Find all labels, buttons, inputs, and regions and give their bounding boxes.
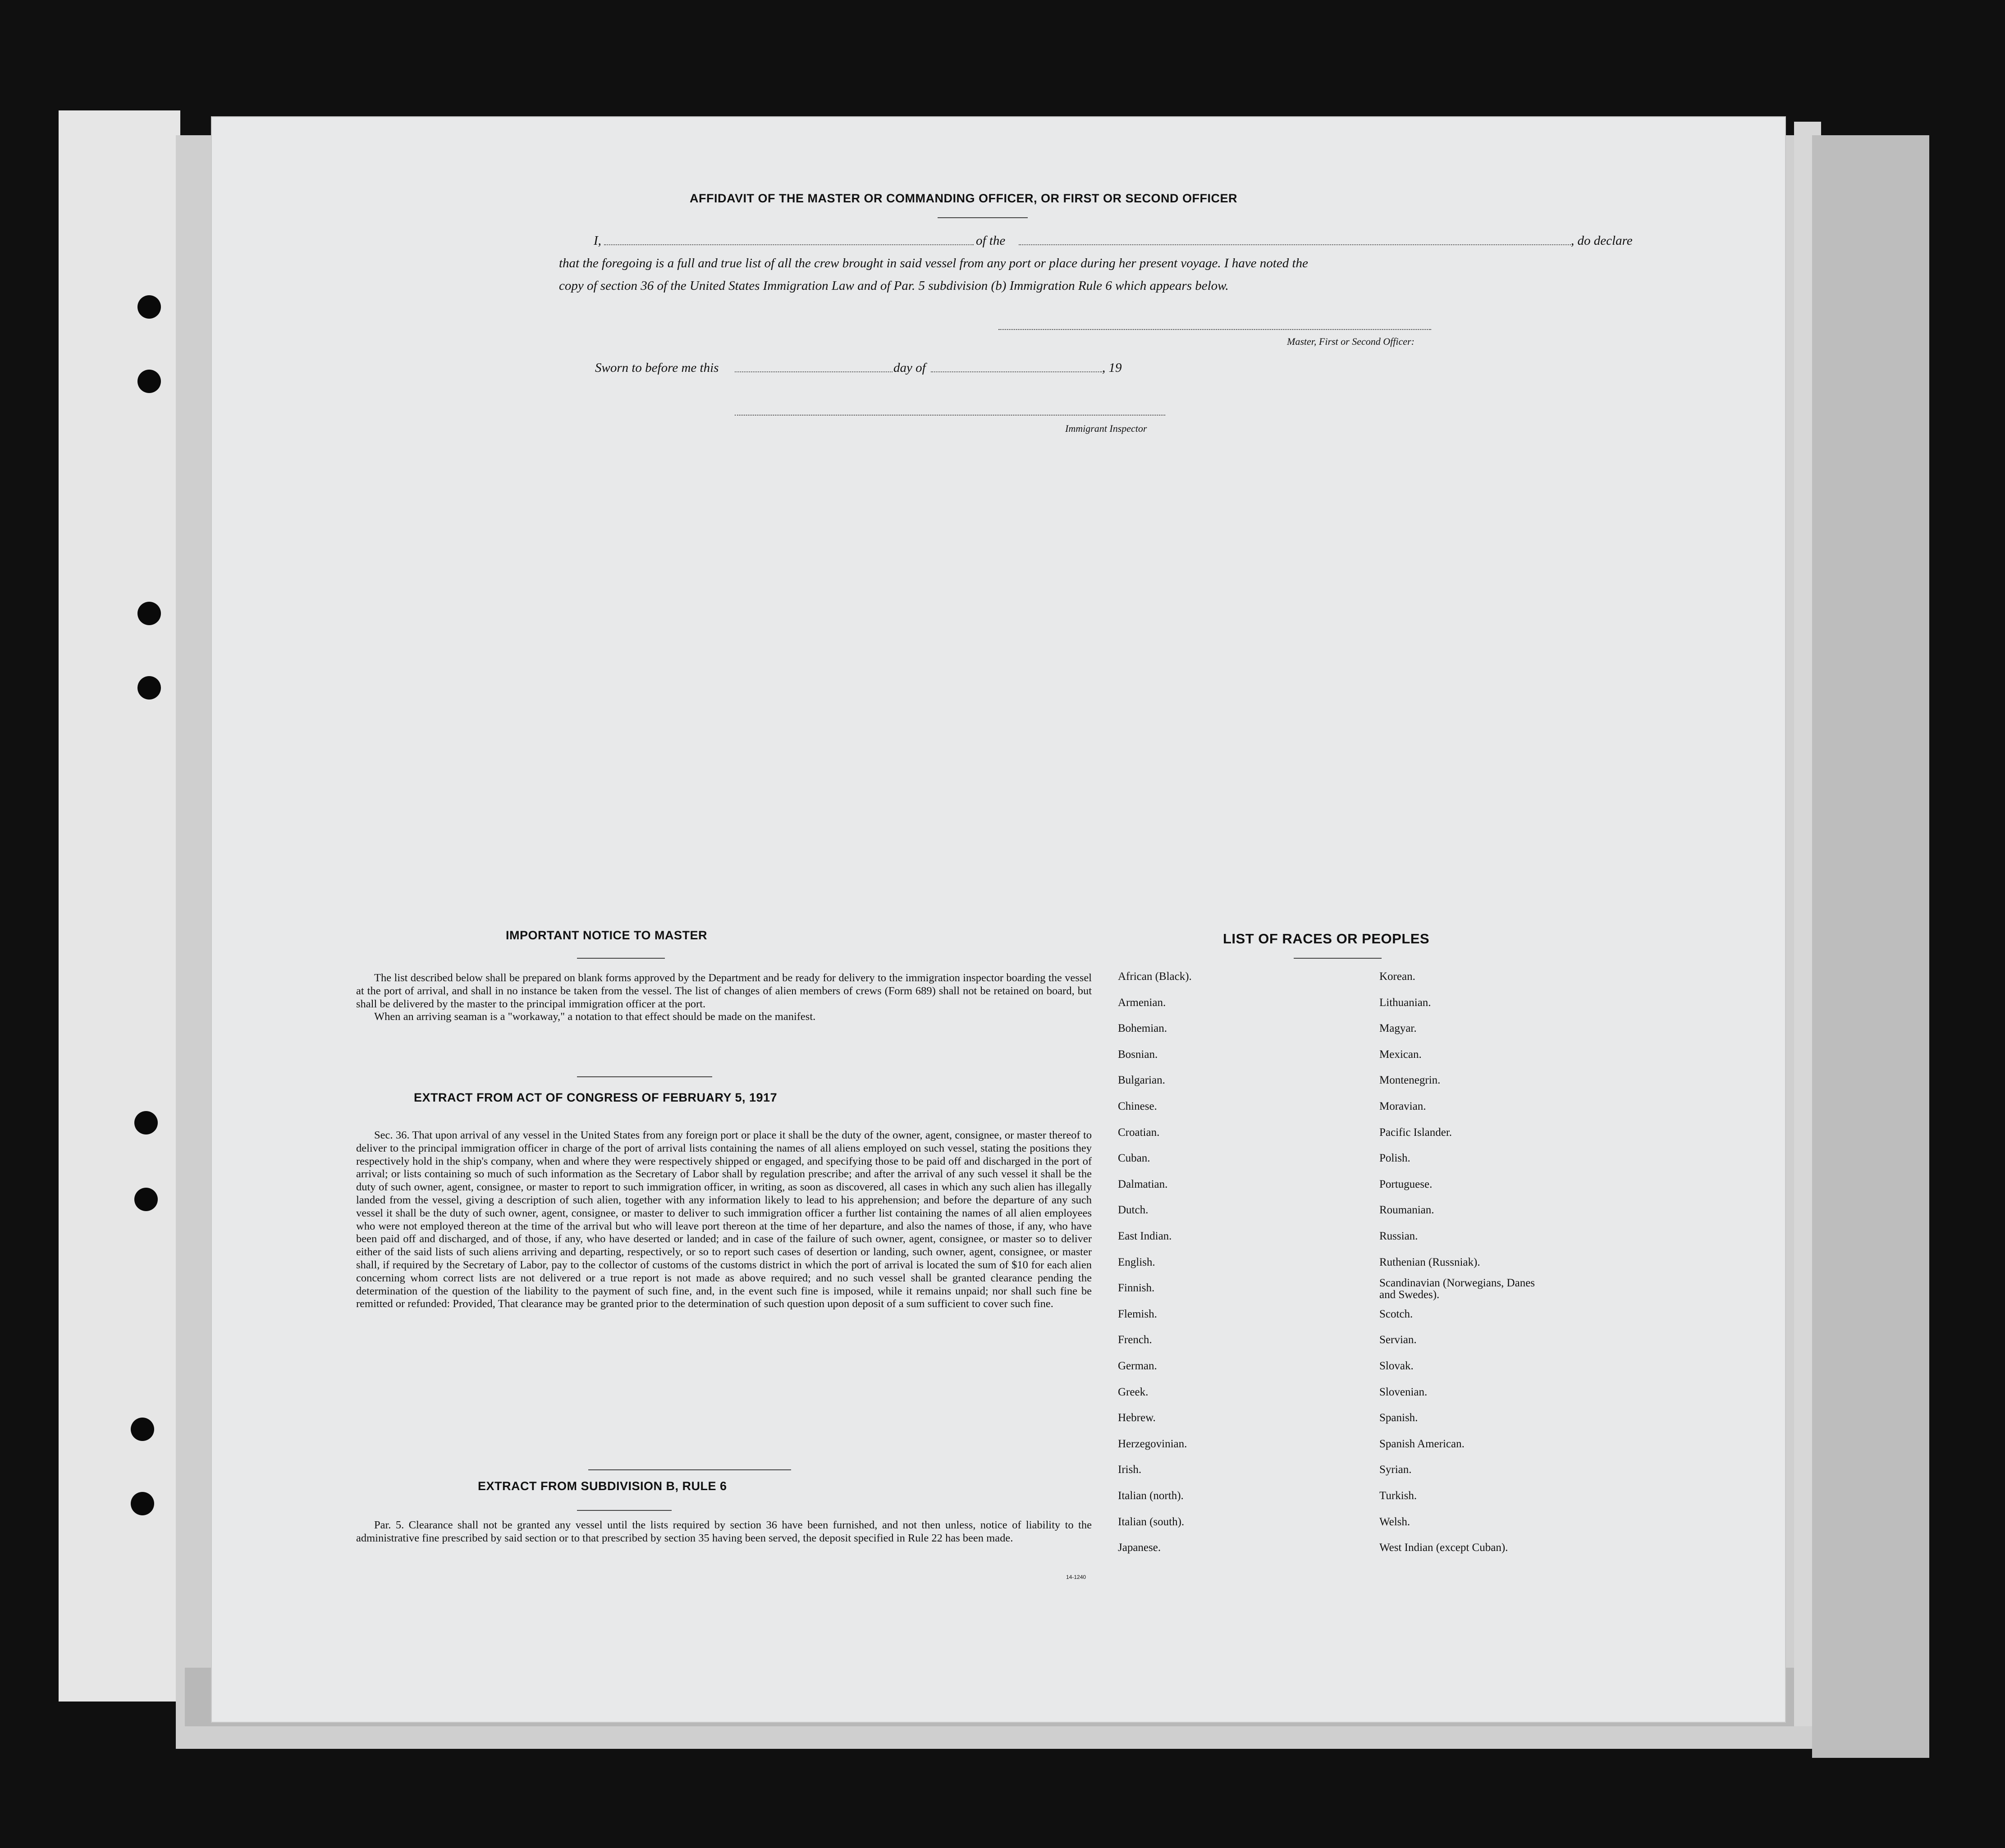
title-rule	[938, 217, 1028, 218]
binder-hole	[137, 370, 161, 393]
binder-hole	[137, 676, 161, 700]
race-item: Chinese.	[1118, 1100, 1157, 1112]
race-item: Polish.	[1379, 1152, 1410, 1165]
race-item: Welsh.	[1379, 1515, 1410, 1528]
extract-act-title: EXTRACT FROM ACT OF CONGRESS OF FEBRUARY 5, 1917	[414, 1091, 778, 1104]
race-item: Lithuanian.	[1379, 996, 1431, 1009]
notice-text	[356, 972, 1092, 1024]
sworn-month-field[interactable]	[931, 371, 1102, 372]
affidavit-title: AFFIDAVIT OF THE MASTER OR COMMANDING OFFICER, OR FIRST OR SECOND OFFICER	[690, 192, 1237, 205]
sworn-prefix: Sworn to before me this	[595, 361, 719, 375]
act-top-rule	[577, 1076, 712, 1077]
sworn-day-field[interactable]	[735, 371, 893, 372]
race-item: Slovak.	[1379, 1360, 1414, 1372]
race-item: Italian (north).	[1118, 1490, 1184, 1502]
race-item: Dutch.	[1118, 1204, 1149, 1217]
inspector-signature-line[interactable]	[735, 415, 1165, 416]
race-item: Scandinavian (Norwegians, Danes and Swedes).	[1379, 1277, 1535, 1301]
affidavit-line-2: that the foregoing is a full and true list of all the crew brought in said vessel from any port or place during her present voyage. I have noted the	[559, 256, 1308, 270]
race-item: Moravian.	[1379, 1100, 1426, 1112]
race-item: Ruthenian (Russniak).	[1379, 1256, 1480, 1268]
race-item: Bohemian.	[1118, 1022, 1167, 1035]
extract-rule-text	[356, 1519, 1092, 1545]
master-name-field[interactable]	[604, 244, 974, 245]
race-item: Roumanian.	[1379, 1204, 1434, 1217]
form-number: 14-1240	[1066, 1574, 1086, 1580]
race-item: Armenian.	[1118, 996, 1166, 1009]
race-item: Finnish.	[1118, 1282, 1155, 1295]
race-item: German.	[1118, 1360, 1157, 1372]
race-item: Syrian.	[1379, 1464, 1412, 1476]
race-item: Pacific Islander.	[1379, 1126, 1452, 1139]
race-item: Bosnian.	[1118, 1048, 1158, 1061]
sworn-day-of: day of	[893, 361, 926, 375]
race-item: Bulgarian.	[1118, 1074, 1165, 1087]
binder-hole	[134, 1188, 158, 1211]
race-item: Herzegovinian.	[1118, 1437, 1187, 1450]
adjacent-page-right	[1812, 135, 1929, 1758]
race-item: Portuguese.	[1379, 1178, 1433, 1190]
form-page	[212, 117, 1785, 1722]
race-item: Flemish.	[1118, 1308, 1157, 1320]
vessel-name-field[interactable]	[1019, 244, 1571, 245]
signature-label: Master, First or Second Officer:	[1287, 336, 1414, 347]
sworn-year: , 19	[1102, 361, 1122, 375]
adjacent-page-strip	[59, 110, 180, 1702]
binder-hole	[137, 602, 161, 625]
affidavit-i: I,	[594, 233, 601, 248]
extract-rule-paragraph: Par. 5. Clearance shall not be granted any vessel until the lists required by section 36 have been furnished, and not then unless, notice of liability to the administrative fine prescribed by said section or to that prescribed by section 35 having been served, the deposit specified in Rule 22 has been made.	[356, 1519, 1092, 1544]
race-item: Italian (south).	[1118, 1515, 1185, 1528]
race-item: Croatian.	[1118, 1126, 1160, 1139]
race-item: Spanish American.	[1379, 1437, 1465, 1450]
race-item: Irish.	[1118, 1464, 1142, 1476]
rule-bottom-rule	[577, 1510, 672, 1511]
race-item: Korean.	[1379, 970, 1415, 983]
races-rule	[1294, 958, 1382, 959]
race-item: Greek.	[1118, 1386, 1149, 1398]
affidavit-line-3: copy of section 36 of the United States Immigration Law and of Par. 5 subdivision (b) Immigration Rule 6 which appears below.	[559, 279, 1229, 293]
races-title: LIST OF RACES OR PEOPLES	[1223, 931, 1430, 947]
race-item: Scotch.	[1379, 1308, 1413, 1320]
race-item: Hebrew.	[1118, 1412, 1156, 1424]
affidavit-declare: , do declare	[1571, 233, 1633, 248]
race-item: Dalmatian.	[1118, 1178, 1168, 1190]
race-item: Montenegrin.	[1379, 1074, 1441, 1087]
race-item: Mexican.	[1379, 1048, 1422, 1061]
notice-paragraph-2: When an arriving seaman is a "workaway," a notation to that effect should be made on the manifest.	[374, 1011, 816, 1023]
extract-rule-title: EXTRACT FROM SUBDIVISION B, RULE 6	[478, 1479, 727, 1493]
race-item: Magyar.	[1379, 1022, 1417, 1035]
extract-act-text	[356, 1129, 1092, 1311]
binder-hole	[131, 1492, 154, 1515]
race-item: Cuban.	[1118, 1152, 1150, 1165]
race-item: Turkish.	[1379, 1490, 1417, 1502]
inspector-label: Immigrant Inspector	[1065, 423, 1147, 434]
race-item: Slovenian.	[1379, 1386, 1428, 1398]
affidavit-of-the: of the	[976, 233, 1006, 248]
signature-line[interactable]	[998, 329, 1431, 330]
notice-rule	[577, 958, 665, 959]
race-item: Russian.	[1379, 1230, 1418, 1242]
extract-act-paragraph: Sec. 36. That upon arrival of any vessel in the United States from any foreign port or place it shall be the duty of the owner, agent, consignee, or master thereof to deliver to the principal immigration officer in charge of the port of arrival lists containing the names of all aliens employed on such vessel, stating the positions they respectively hold in the ship's company, when and where they were respectively shipped or engaged, and specifying those to be paid off and discharged in the port of arrival; or lists containing so much of such information as the Secretary of Labor shall by regulation prescribe; and after the arrival of any such vessel it shall be the duty of such owner, agent, consignee, or master to report to such immigration officer, in writing, as soon as discovered, all cases in which any such alien has illegally landed from the vessel, giving a description of such alien, together with any information likely to lead to his apprehension; and before the departure of any such vessel it shall be the duty of such owner, agent, consignee, or master to deliver to such immigration officer a further list containing the names of all alien employees who were not employed thereon at the time of the arrival but who will leave port thereon at the time of her departure, and also the names of those, if any, who have been paid off and discharged, and of those, if any, who have deserted or landed; and in case of the failure of such owner, agent, consignee, or master so to deliver either of the said lists of such aliens arriving and departing, respectively, or so to report such cases of desertion or landing, such owner, agent, consignee, or master shall, if required by the Secretary of Labor, pay to the collector of customs of the customs district in which the port of arrival is located the sum of $10 for each alien concerning whom correct lists are not delivered or a true report is not made as above required; and no such vessel shall be granted clearance pending the determination of the question of the liability to the payment of such fine, and, in the event such fine is imposed, while it remains unpaid; nor shall such fine be remitted or refunded: Provided, That clearance may be granted prior to the determination of such question upon deposit of a sum sufficient to cover such fine.	[356, 1129, 1092, 1310]
race-item: French.	[1118, 1334, 1152, 1346]
notice-title: IMPORTANT NOTICE TO MASTER	[506, 929, 707, 942]
notice-paragraph-1: The list described below shall be prepared on blank forms approved by the Department and be ready for delivery to the immigration inspector boarding the vessel at the port of arrival, and shall in no instance be taken from the vessel. The list of changes of alien members of crews (Form 689) shall not be retained on board, but shall be delivered by the master to the principal immigration officer at the port.	[356, 972, 1092, 1010]
race-item: Servian.	[1379, 1334, 1417, 1346]
race-item: East Indian.	[1118, 1230, 1172, 1242]
race-item: English.	[1118, 1256, 1155, 1268]
race-item: African (Black).	[1118, 970, 1192, 983]
rule-top-rule	[588, 1469, 791, 1470]
race-item: West Indian (except Cuban).	[1379, 1542, 1508, 1554]
race-item: Spanish.	[1379, 1412, 1418, 1424]
race-item: Japanese.	[1118, 1542, 1161, 1554]
binder-hole	[137, 295, 161, 319]
binder-hole	[134, 1111, 158, 1134]
binder-hole	[131, 1418, 154, 1441]
